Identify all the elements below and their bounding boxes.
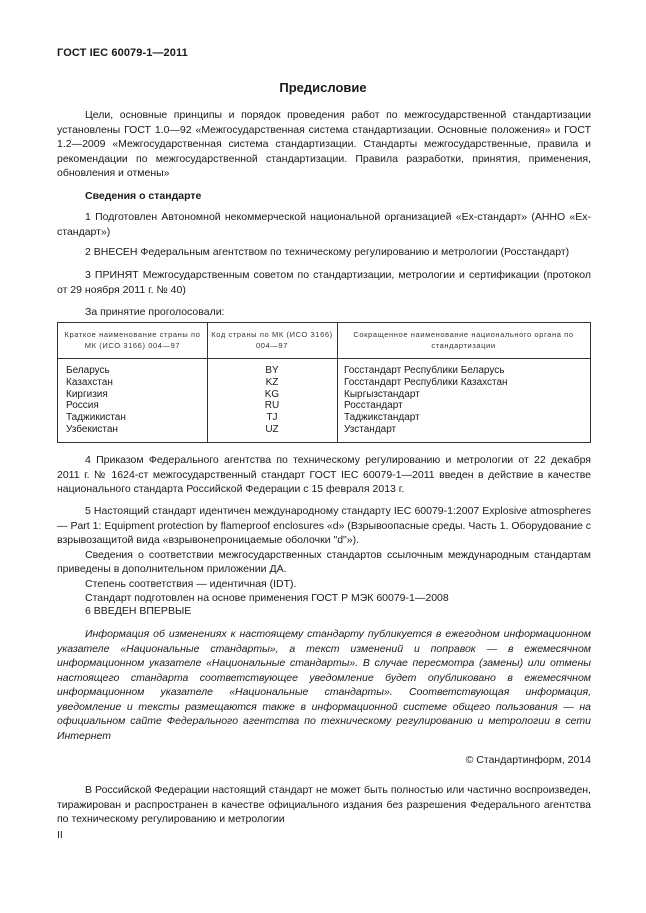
table-header <box>58 323 590 359</box>
table-cell-country: Беларусь <box>66 365 110 376</box>
table-header-code: Код страны по МК (ИСО 3166) 004—97 <box>211 330 333 350</box>
table-cell-code: KG <box>264 388 280 400</box>
item-2: 2 ВНЕСЕН Федеральным агентством по техническому регулированию и метрологии (Росстандарт) <box>85 246 570 258</box>
table-cell-code: BY <box>265 365 279 376</box>
voted-label: За принятие проголосовали: <box>85 306 225 318</box>
table-cell-country: Узбекистан <box>66 423 118 435</box>
table-cell-code: KZ <box>265 376 279 388</box>
table-cell-body: Госстандарт Республики Казахстан <box>344 376 508 388</box>
table-cell-body: Росстандарт <box>344 400 403 412</box>
table-cell-code: TJ <box>266 412 278 424</box>
table-cell-body: Госстандарт Республики Беларусь <box>344 365 505 376</box>
table-header-body: Сокращенное наименование национального органа по стандартизации <box>353 330 574 350</box>
reproduction-notice: В Российской Федерации настоящий стандарт не может быть полностью или частично воспроизведен, тиражирован и распространен в качестве официального издания без разрешения Федерального агентства по техническому регулированию и метрологии <box>57 784 591 825</box>
item-6: 6 ВВЕДЕН ВПЕРВЫЕ <box>85 605 192 617</box>
table-cell-country: Киргизия <box>66 388 108 400</box>
table-row <box>58 424 590 436</box>
document-id: ГОСТ IEC 60079-1—2011 <box>57 47 188 59</box>
table-cell-body: Таджикстандарт <box>344 412 420 424</box>
table-row <box>58 377 590 389</box>
table-cell-country: Таджикистан <box>66 412 126 424</box>
table-body <box>58 365 590 436</box>
table-cell-body: Узстандарт <box>344 423 397 435</box>
table-cell-country: Казахстан <box>66 376 113 388</box>
table-header-country: Краткое наименование страны по МК (ИСО 3166) 004—97 <box>64 330 201 350</box>
table-row <box>58 365 590 377</box>
item-4: 4 Приказом Федерального агентства по техническому регулированию и метрологии от 22 декабря 2011 г. № 1624-ст межгосударственный стандарт ГОСТ IEC 60079-1—2011 введен в действие в качестве национального стандарта Российской Федерации с 15 февраля 2013 г. <box>57 454 591 495</box>
table-cell-code: RU <box>264 400 280 412</box>
copyright: © Стандартинформ, 2014 <box>465 754 591 766</box>
table-row <box>58 389 590 401</box>
intro-paragraph: Цели, основные принципы и порядок проведения работ по межгосударственной стандартизации установлены ГОСТ 1.0—92 «Межгосударственная система стандартизации. Основные положения» и ГОСТ 1.2—2009 «Межгосударственная система стандартизации. Стандарты межгосударственные, правила и рекомендации по межгосударственной стандартизации. Правила разработки, принятия, применения, обновления и отмены» <box>57 109 591 179</box>
page-number: II <box>57 829 63 841</box>
table-cell-country: Россия <box>66 400 99 412</box>
info-heading: Сведения о стандарте <box>85 190 202 202</box>
item-3: 3 ПРИНЯТ Межгосударственным советом по стандартизации, метрологии и сертификации (протокол от 29 ноября 2011 г. № 40) <box>57 269 591 296</box>
table-cell-body: Кыргызстандарт <box>344 388 420 400</box>
item-5: 5 Настоящий стандарт идентичен международному стандарту IEC 60079-1:2007 Explosive atmospheres — Part 1: Equipment protection by flameproof enclosures «d» (Взрывоопасные среды. Часть 1. Оборудование с взрывозащитой вида «взрывонепроницаемые оболочки "d"»). Сведения о соответствии межгосударственных стандартов ссылочным международным стандартам приведены в дополнительном приложении ДА. Степень соответствия — идентичная (IDT). Стандарт подготовлен на основе применения ГОСТ Р МЭК 60079-1—2008 <box>57 505 591 604</box>
voting-table <box>57 322 591 443</box>
amendments-notice: Информация об изменениях к настоящему стандарту публикуется в ежегодном информационном указателе «Национальные стандарты», а текст изменений и поправок — в ежемесячном информационном указателе «Национальные стандарты». В случае пересмотра (замены) или отмены настоящего стандарта соответствующее уведомление будет опубликовано в ежемесячном информационном указателе «Национальные стандарты». Соответствующая информация, уведомление и тексты размещаются также в информационной системе общего пользования — на официальном сайте Федерального агентства по техническому регулированию и метрологии в сети Интернет <box>57 628 591 742</box>
table-row <box>58 400 590 412</box>
page-title: Предисловие <box>279 80 367 95</box>
item-1: 1 Подготовлен Автономной некоммерческой национальной организацией «Ех-стандарт» (АННО «Ех-стандарт») <box>57 211 591 238</box>
table-cell-code: UZ <box>265 423 279 435</box>
table-row <box>58 412 590 424</box>
